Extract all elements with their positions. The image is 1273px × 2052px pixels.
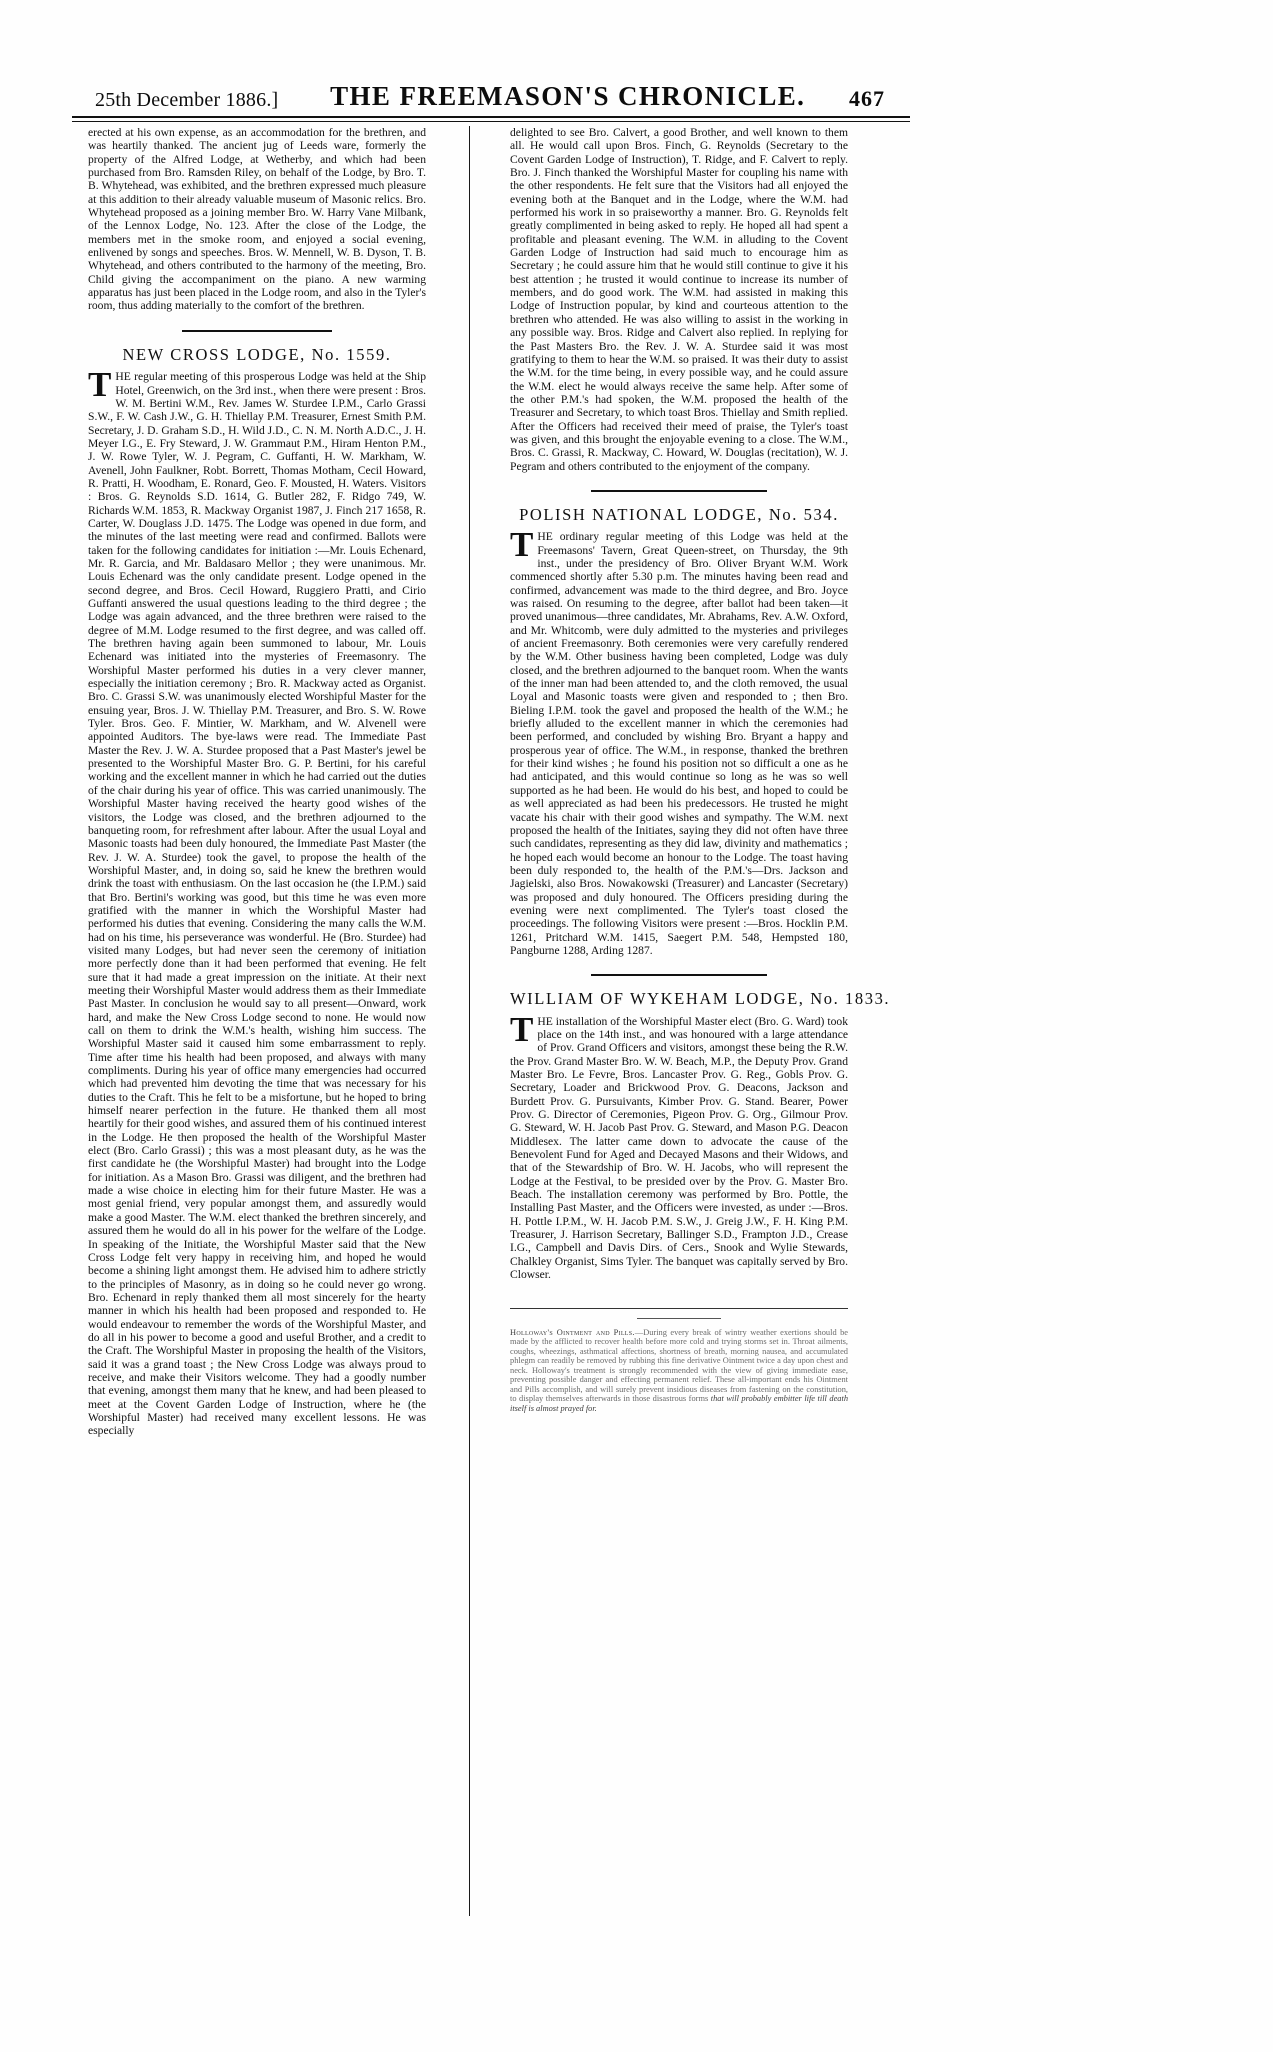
section-title-polish-national-lodge: POLISH NATIONAL LODGE, No. 534. [519, 504, 839, 524]
section-title-new-cross-lodge: NEW CROSS LODGE, No. 1559. [122, 344, 392, 364]
drop-cap-letter: T [510, 525, 534, 565]
section-divider-rule-polish [591, 490, 767, 492]
section-body-william-of-wykeham-lodge [510, 1009, 848, 1282]
article-continued-text-right: delighted to see Bro. Calvert, a good Brother, and well known to them all. He would call upon Bros. Finch, G. Reynolds (Secretary to the Covent Garden Lodge of Instruction), T. Ridge, and F. Calvert to reply. Bro. J. Finch thanked the Worshipful Master for coupling his name with the other respondents. He felt sure that the Visitors had all enjoyed the evening both at the Banquet and in the Lodge, where the W.M. had performed his work in so praiseworthy a manner. Bro. G. Reynolds felt greatly complimented in being asked to reply. He hoped all had spent a profitable and pleasant evening. The W.M. in alluding to the Covent Garden Lodge of Instruction had said much to encourage him as Secretary ; he could assure him that he would still continue to give it his best attention ; he trusted it would continue to increase its number of members, and do good work. The W.M. had assisted in making this Lodge of Instruction popular, by kind and courteous attention to the brethren who attended. He was also willing to assist in the working in any possible way. Bros. Ridge and Calvert also replied. In replying for the Past Masters Bro. the Rev. J. W. A. Sturdee said it was most gratifying to them to hear the W.M. so praised. It was their duty to assist the W.M. for the time being, in every possible way, and he could assure the W.M. elect he would always receive the same help. After some of the other P.M.'s had spoken, the W.M. proposed the health of the Treasurer and Secretary, to which toast Bros. Thiellay and Smith replied. After the Officers had received their meed of praise, the Tyler's toast was given, and this brought the enjoyable evening to a close. The W.M., Bros. C. Grassi, R. Mackway, C. Howard, W. Douglas (recitation), W. J. Pegram and others contributed to the enjoyment of the company. [510, 126, 848, 473]
advertisement-text [510, 1328, 848, 1414]
section-lead-text: HE ordinary regular meeting of this Lodge was held at the Freemasons' Tavern, Great Queen-street, on Thursday, the 9th inst., under the presidency of Bro. Oliver Bryant W.M. Work commenced shortly after 5.30 p.m. The minutes having been read and confirmed, advancement was made to the third degree, and Bro. Joyce was raised. On resuming to the degree, after ballot had been taken—it proved unanimous—three candidates, Mr. Abrahams, Rev. A.W. Oxford, and Mr. Whitcomb, were duly admitted to the mysteries and privileges of ancient Freemasonry. Both ceremonies were very carefully rendered by the W.M. Other business having been completed, Lodge was duly closed, and the brethren adjourned to the banquet room. When the wants of the inner man had been attended to, and the cloth removed, the usual Loyal and Masonic toasts were given and responded to ; then Bro. Bieling I.P.M. took the gavel and proposed the health of the W.M.; he briefly alluded to the excellent manner in which the ceremonies had been performed, and concluded by wishing Bro. Bryant a happy and prosperous year of office. The W.M., in response, thanked the brethren for their kind wishes ; he found his position not so difficult a one as he had anticipated, and this would continue so long as he was so well supported as he had been. He would do his best, and hoped to could be as well appreciated as had been his predecessors. He trusted he might vacate his chair with their good wishes and sympathy. The W.M. next proposed the health of the Initiates, saying they did not often have three such candidates, representing as they did law, divinity and mathematics ; he hoped each would become an honour to the Lodge. The toast having been duly responded to, the health of the P.M.'s—Drs. Jackson and Jagielski, also Bros. Nowakowski (Treasurer) and Lancaster (Secretary) was proposed and duly honoured. The Officers presiding during the evening were next complimented. The Tyler's toast closed the proceedings. The following Visitors were present :—Bros. Hocklin P.M. 1261, Pritchard W.M. 1415, Saegert P.M. 548, Hempsted 180, Pangburne 1288, Arding 1287. [510, 530, 848, 957]
section-body-polish-national-lodge [510, 525, 848, 957]
column-right [510, 126, 891, 1413]
section-divider-rule [182, 330, 332, 332]
masthead-title: THE FREEMASON'S CHRONICLE. [330, 81, 806, 111]
column-divider [469, 126, 470, 1916]
advertisement-body: —During every break of wintry weather exertions should be made by the afflicted to recover health before more cold and trying storms set in. Throat ailments, coughs, wheezings, asthmatical affections, shortness of breath, morning nausea, and accumulated phlegm can readily be removed by rubbing this fine derivative Ointment twice a day upon chest and neck. Holloway's treatment is strongly recommended with the view of giving immediate ease, preventing possible danger and effecting permanent relief. These all-important ends his Ointment and Pills accomplish, and will surely prevent insidious diseases from fastening on the constitution, to display themselves afterwards in those disastrous forms [510, 1327, 848, 1403]
masthead-date: 25th December 1886.] [95, 89, 279, 111]
advertisement-body-italic: that will probably embitter life till death itself is almost prayed for. [510, 1394, 849, 1413]
header-rule [72, 116, 910, 122]
section-lead-text: HE regular meeting of this prosperous Lodge was held at the Ship Hotel, Greenwich, on the 3rd inst., when there were present : Bros. W. M. Bertini W.M., Rev. James W. Sturdee I.P.M., Carlo Grassi S.W., F. W. Cash J.W., G. H. Thiellay P.M. Treasurer, Ernest Smith P.M. Secretary, J. D. Graham S.D., H. Wild J.D., C. N. M. North A.D.C., J. H. Meyer I.G., E. Fry Steward, J. W. Grammaut P.M., Hiram Henton P.M., J. W. Rowe Tyler, W. J. Pegram, C. Guffanti, H. W. Markham, W. Avenell, John Faulkner, Robt. Borrett, Thomas Motham, Cecil Howard, R. Pratti, H. Woodham, E. Ronard, Geo. F. Mousted, H. Waters. Visitors : Bros. G. Reynolds S.D. 1614, G. Butler 282, F. Ridgo 749, W. Richards W.M. 1853, R. Mackway Organist 1987, J. Finch 217 1658, R. Carter, W. Douglass J.D. 1475. The Lodge was opened in due form, and the minutes of the last meeting were read and confirmed. Ballots were taken for the following candidates for initiation :—Mr. Louis Echenard, Mr. R. Garcia, and Mr. Baldasaro Mellor ; they were unanimous. Mr. Louis Echenard was the only candidate present. Lodge opened in the second degree, and Bros. Cecil Howard, Ruggiero Pratti, and Cirio Guffanti answered the usual questions leading to the third degree ; the Lodge was again advanced, and the three brethren were raised to the degree of M.M. Lodge resumed to the first degree, and was called off. The brethren having again been summoned to labour, Mr. Louis Echenard was initiated into the mysteries of Freemasonry. The Worshipful Master performed his duties in a very clever manner, especially the initiation ceremony ; Bro. R. Mackway acted as Organist. Bro. C. Grassi S.W. was unanimously elected Worshipful Master for the ensuing year, Bros. J. W. Thiellay P.M. Treasurer, and Bro. S. W. Rowe Tyler. Bros. Geo. F. Mintier, W. Markham, and W. Alvenell were appointed Auditors. The bye-laws were read. The Immediate Past Master the Rev. J. W. A. Sturdee proposed that a Past Master's jewel be presented to the Worshipful Master Bro. G. P. Bertini, for his careful working and the excellent manner in which he had carried out the duties of the chair during his year of office. This was carried unanimously. The Worshipful Master having received the hearty good wishes of the visitors, the Lodge was closed, and the brethren adjourned to the banqueting room, for refreshment after labour. After the usual Loyal and Masonic toasts had been duly honoured, the Immediate Past Master (the Rev. J. W. A. Sturdee) took the gavel, to propose the health of the Worshipful Master, and, in doing so, said he knew the brethren would drink the toast with enthusiasm. On the last occasion he (the I.P.M.) said that Bro. Bertini's working was good, but this time he was even more gratified with the manner in which the Worshipful Master had performed his duties that evening. Considering the many calls the W.M. had on his time, his perseverance was wonderful. He (Bro. Sturdee) had visited many Lodges, but had never seen the ceremony of initiation more perfectly done than it had been performed that evening. He felt sure that it had made a great impression on the initiate. At their next meeting their Worshipful Master would address them as their Immediate Past Master. In conclusion he would say to all present—Onward, work hard, and make the New Cross Lodge second to none. He would now call on them to drink the W.M.'s health, wishing him success. The Worshipful Master said it caused him some embarrassment to reply. Time after time his health had been proposed, and always with many compliments. During his year of office many emergencies had occurred which had prevented him devoting the time that was necessary for his duties to the Craft. This he felt to be a misfortune, but he hoped to bring himself nearer perfection in the future. He thanked them all most heartily for their good wishes, and assured them of his continued interest in the Lodge. He then proposed the health of the Worshipful Master elect (Bro. Carlo Grassi) ; this was a most pleasant duty, as he was the first candidate he (the Worshipful Master) had brought into the Lodge for initiation. As a Mason Bro. Grassi was diligent, and the brethren had made a wise choice in electing him for their future Master. He was a most genial friend, very popular amongst them, and assuredly would make a good Master. The W.M. elect thanked the brethren sincerely, and assured them he would do all in his power for the welfare of the Lodge. In speaking of the Initiate, the Worshipful Master said that the New Cross Lodge felt very happy in receiving him, and hoped he would become a shining light amongst them. He advised him to adhere strictly to the principles of Masonry, as in doing so he could never go wrong. Bro. Echenard in reply thanked them all most sincerely for the hearty manner in which his health had been proposed and responded to. He would endeavour to remember the words of the Worshipful Master, and do all in his power to become a good and useful Brother, and a credit to the Craft. The Worshipful Master in proposing the health of the Visitors, said it was a grand toast ; the New Cross Lodge was always proud to receive, and make their Visitors welcome. They had a goodly number that evening, amongst them many that he knew, and had been pleased to meet at the Covent Garden Lodge of Instruction, where he (the Worshipful Master) had received many excellent lessons. He was especially [88, 370, 426, 1438]
column-left [88, 126, 426, 1438]
advertisement-headline: Holloway's Ointment and Pills. [510, 1327, 635, 1337]
section-lead-text: HE installation of the Worshipful Master elect (Bro. G. Ward) took place on the 14th inst., and was honoured with a large attendance of Prov. Grand Officers and visitors, amongst these being the R.W. the Prov. Grand Master Bro. W. W. Beach, M.P., the Deputy Prov. Grand Master Bro. Le Fevre, Bros. Lancaster Prov. G. Reg., Gobls Prov. G. Secretary, Loader and Brickwood Prov. G. Deacons, Jackson and Burdett Prov. G. Pursuivants, Kimber Prov. G. Stand. Bearer, Power Prov. G. Director of Ceremonies, Pigeon Prov. G. Org., Gilmour Prov. G. Steward, W. H. Jacob Past Prov. G. Steward, and Mason P.G. Deacon Middlesex. The latter came down to advocate the cause of the Benevolent Fund for Aged and Decayed Masons and their Widows, and that of the Stewardship of Bro. W. H. Jacobs, who will represent the Lodge at the Festival, to be presided over by the Prov. G. Master Bro. Beach. The installation ceremony was performed by Bro. Pottle, the Installing Past Master, and the Officers were invested, as under :—Bros. H. Pottle I.P.M., W. H. Jacob P.M. S.W., J. Greig J.W., F. H. King P.M. Treasurer, J. Harrison Secretary, Ballinger S.D., Frampton J.D., Crease I.G., Campbell and Davis Dirs. of Cers., Snook and Wylie Stewards, Chalkley Organist, Sims Tyler. The banquet was capitally served by Bro. Clowser. [510, 1014, 848, 1282]
section-divider-rule-wykeham [591, 974, 767, 976]
section-body-new-cross-lodge [88, 365, 426, 1438]
masthead [95, 78, 885, 112]
advertisement-separator [637, 1318, 721, 1319]
advertisement-holloways [510, 1308, 848, 1414]
article-continued-text: erected at his own expense, as an accommodation for the brethren, and was heartily thanked. The ancient jug of Leeds ware, formerly the property of the Alfred Lodge, at Wetherby, and which had been purchased from Bro. Ramsden Riley, on behalf of the Lodge, by Bro. T. B. Whytehead, was exhibited, and the brethren expressed much pleasure at this addition to their already valuable museum of Masonic relics. Bro. Whytehead proposed as a joining member Bro. W. Harry Vane Milbank, of the Lennox Lodge, No. 123. After the close of the Lodge, the members met in the smoke room, and enjoyed a social evening, enlivened by songs and speeches. Bros. W. Mennell, W. B. Dyson, T. B. Whytehead, and others contributed to the harmony of the meeting, Bro. Child giving the accompaniment on the piano. A new warming apparatus has just been placed in the Lodge room, and also in the Tyler's room, thus adding materially to the comfort of the brethren. [88, 126, 426, 313]
drop-cap-letter: T [88, 365, 112, 405]
section-title-william-of-wykeham-lodge: WILLIAM OF WYKEHAM LODGE, No. 1833. [510, 989, 891, 1009]
page-number: 467 [849, 86, 885, 111]
drop-cap-letter: T [510, 1009, 534, 1049]
